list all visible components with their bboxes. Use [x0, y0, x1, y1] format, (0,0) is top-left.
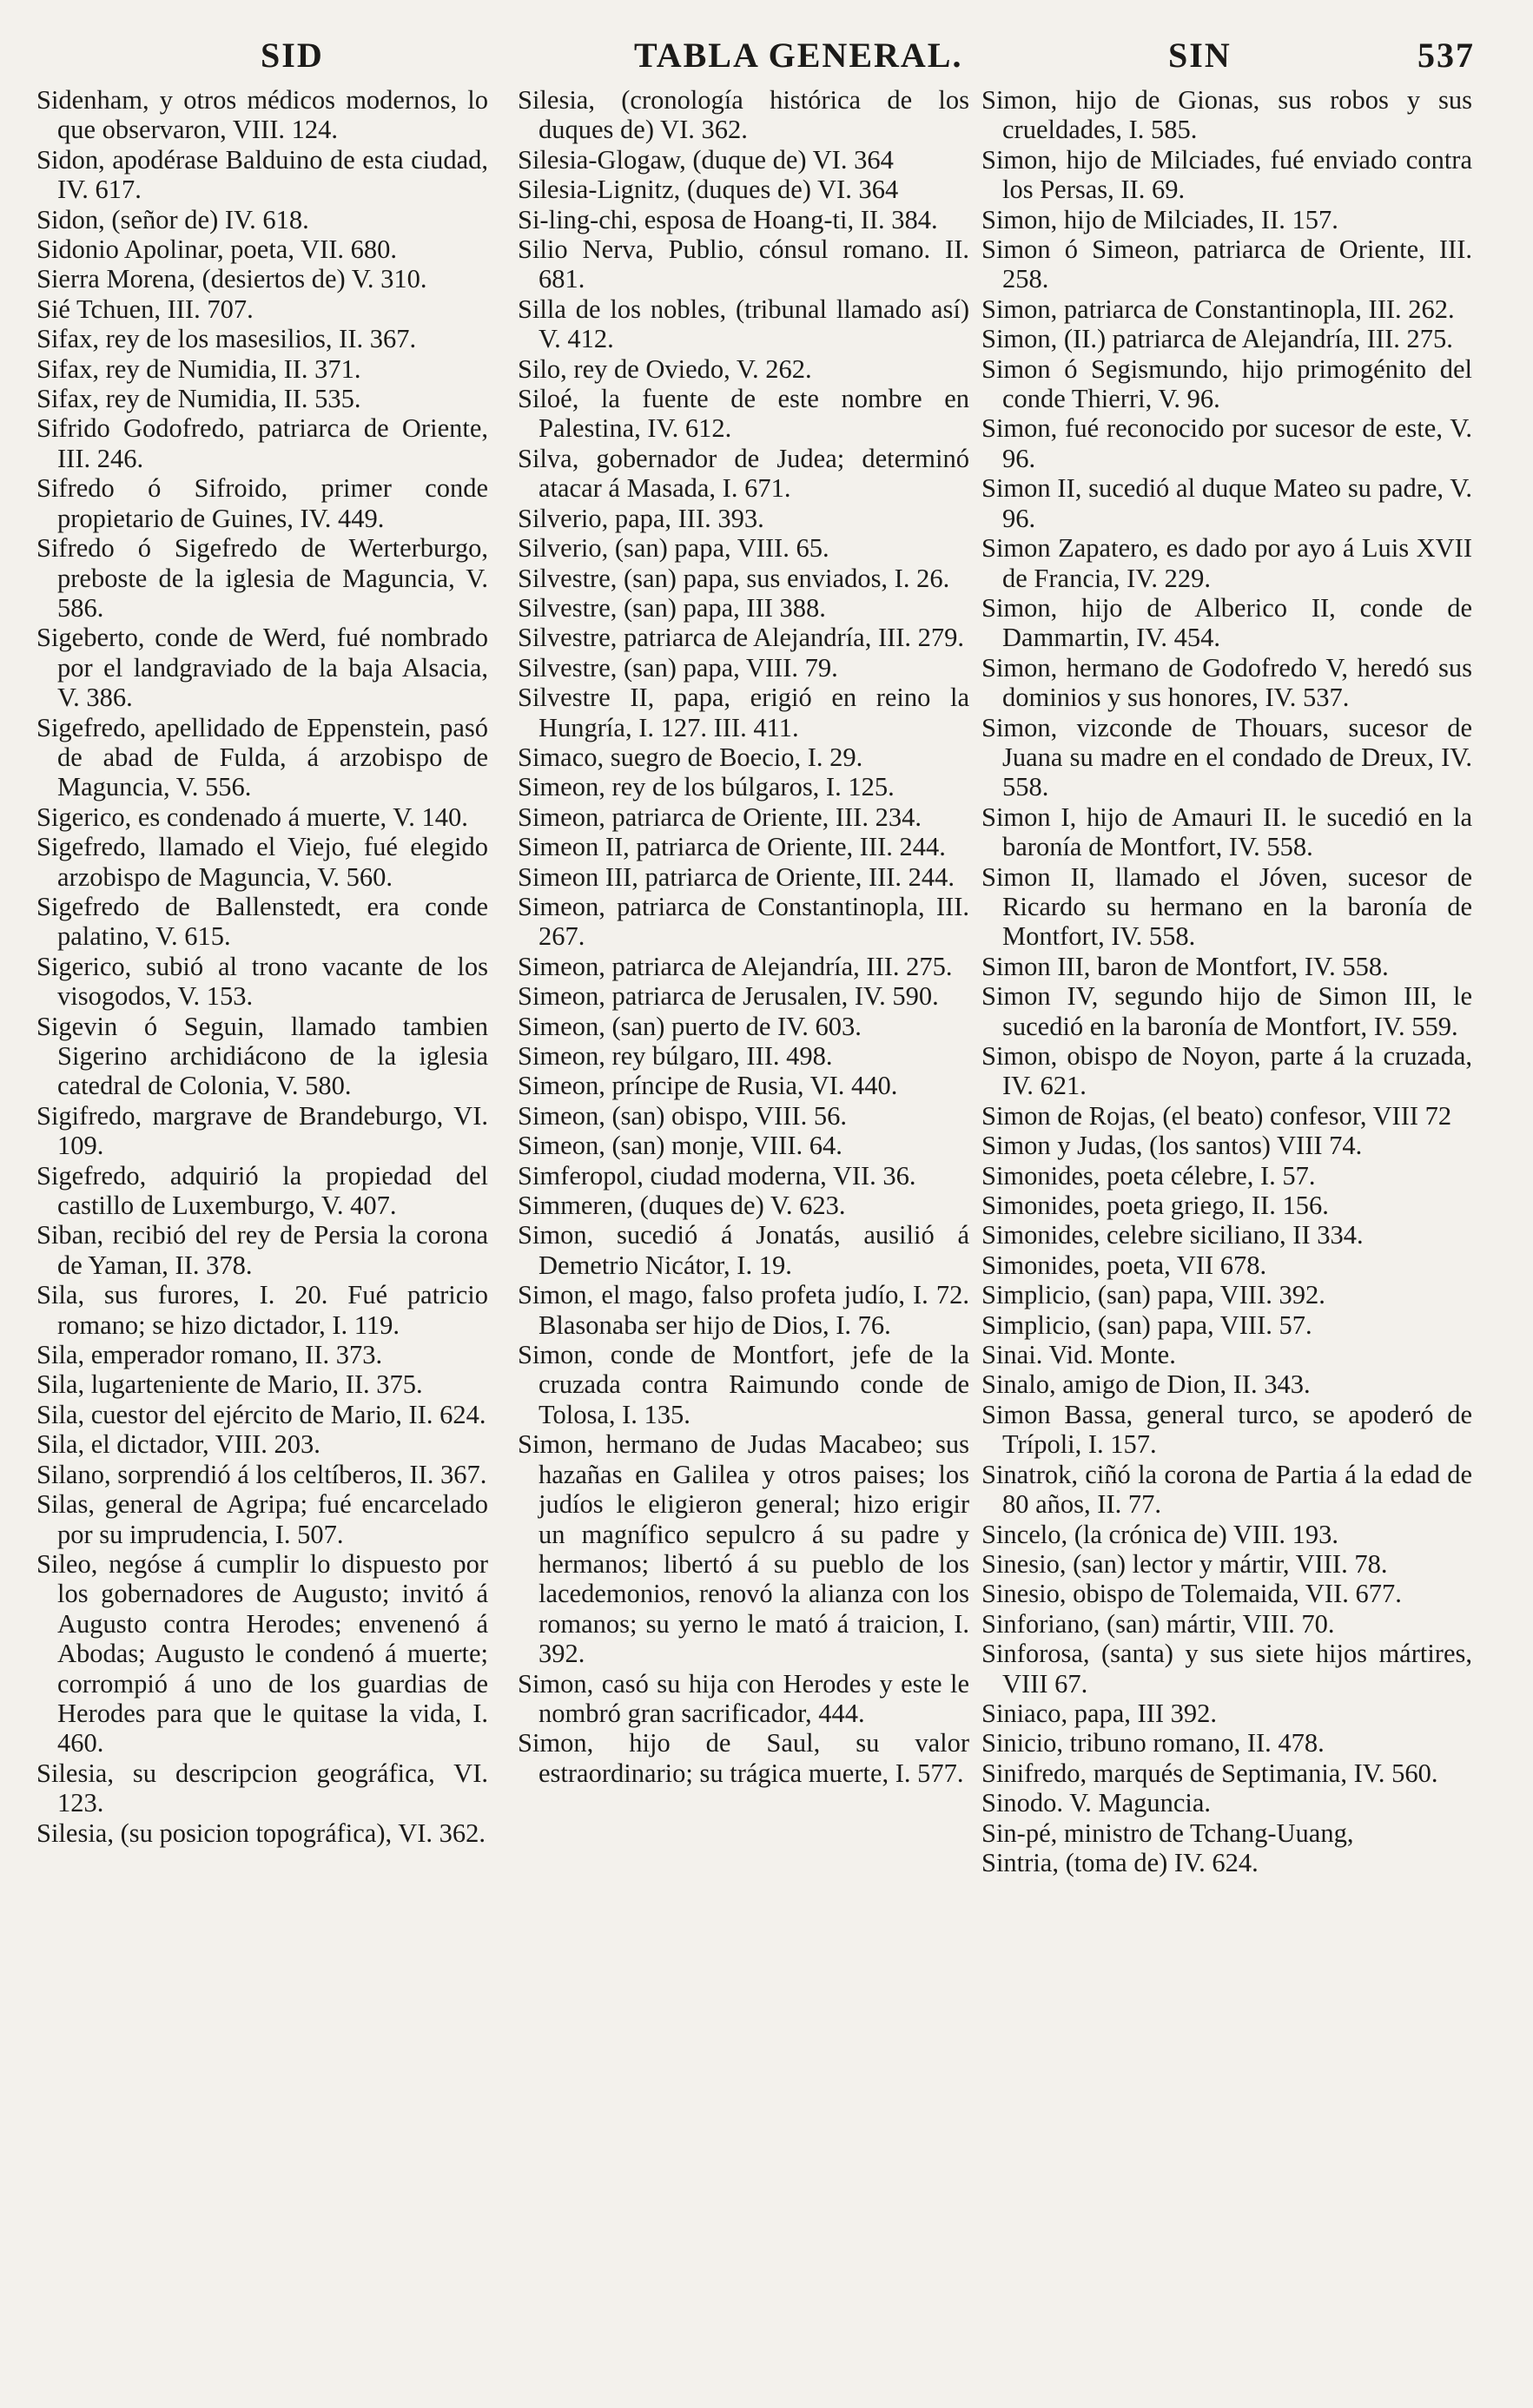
index-column-3 — [981, 85, 1472, 1877]
index-entry: Sinesio, (san) lector y mártir, VIII. 78. — [981, 1548, 1388, 1579]
index-column-1 — [36, 85, 488, 1848]
index-entry: Simeon III, patriarca de Oriente, III. 244. — [518, 861, 955, 892]
index-entry: Sinesio, obispo de Tolemaida, VII. 677. — [981, 1579, 1402, 1609]
index-entry: Sinalo, amigo de Dion, II. 343. — [981, 1369, 1311, 1400]
index-entry: Sigerico, es condenado á muerte, V. 140. — [36, 802, 468, 832]
index-entry: Simon, hermano de Judas Macabeo; sus hazañas en Galilea y otros paises; los judíos le eligieron general; hizo erigir un magnífico sepulcro á su padre y hermanos; libertó á su pueblo de los lacedemonios, renovó la alianza con los romanos; su yerno le mató á traicion, I. 392. — [518, 1429, 969, 1669]
index-entry: Silano, sorprendió á los celtíberos, II. 367. — [36, 1459, 487, 1489]
index-entry: Simonides, celebre siciliano, II 334. — [981, 1220, 1364, 1250]
index-entry: Simeon, patriarca de Alejandría, III. 275. — [518, 951, 953, 981]
index-entry: Simon II, sucedió al duque Mateo su padre, V. 96. — [981, 473, 1472, 533]
index-entry: Sinforiano, (san) mártir, VIII. 70. — [981, 1608, 1335, 1639]
index-entry: Siloé, la fuente de este nombre en Palestina, IV. 612. — [518, 384, 969, 444]
index-entry: Sinifredo, marqués de Septimania, IV. 560. — [981, 1758, 1438, 1788]
index-entry: Sié Tchuen, III. 707. — [36, 294, 254, 324]
index-entry: Sierra Morena, (desiertos de) V. 310. — [36, 264, 427, 294]
index-entry: Simplicio, (san) papa, VIII. 392. — [981, 1280, 1325, 1310]
index-entry: Silesia-Lignitz, (duques de) VI. 364 — [518, 175, 899, 205]
index-entry: Sifax, rey de los masesilios, II. 367. — [36, 324, 417, 354]
index-entry: Simon, (II.) patriarca de Alejandría, III. 275. — [981, 324, 1453, 354]
index-entry: Sifax, rey de Numidia, II. 371. — [36, 353, 361, 384]
index-entry: Sigefredo de Ballenstedt, era conde palatino, V. 615. — [36, 891, 488, 952]
index-entry: Simon, el mago, falso profeta judío, I. 72. Blasonaba ser hijo de Dios, I. 76. — [518, 1280, 969, 1340]
index-entry: Simeon, (san) monje, VIII. 64. — [518, 1131, 842, 1161]
index-entry: Si-ling-chi, esposa de Hoang-ti, II. 384. — [518, 204, 938, 234]
index-entry: Simplicio, (san) papa, VIII. 57. — [981, 1310, 1312, 1340]
index-entry: Silesia, su descripcion geográfica, VI. 123. — [36, 1758, 488, 1818]
running-head-title: TABLA GENERAL. — [634, 36, 963, 75]
index-entry: Simaco, suegro de Boecio, I. 29. — [518, 742, 863, 772]
index-entry: Simeon II, patriarca de Oriente, III. 244. — [518, 832, 946, 862]
index-entry: Simon III, baron de Montfort, IV. 558. — [981, 951, 1389, 981]
index-entry: Silvestre, (san) papa, VIII. 79. — [518, 652, 838, 683]
index-column-2 — [518, 85, 969, 1788]
index-entry: Sifredo ó Sifroido, primer conde propietario de Guines, IV. 449. — [36, 473, 488, 533]
index-entry: Simon y Judas, (los santos) VIII 74. — [981, 1131, 1363, 1161]
index-entry: Sigevin ó Seguin, llamado tambien Sigerino archidiácono de la iglesia catedral de Colonia, V. 580. — [36, 1011, 488, 1101]
index-entry: Simeon, rey búlgaro, III. 498. — [518, 1041, 833, 1071]
index-entry: Sinodo. V. Maguncia. — [981, 1788, 1212, 1818]
index-entry: Simon, conde de Montfort, jefe de la cruzada contra Raimundo conde de Tolosa, I. 135. — [518, 1340, 969, 1429]
index-entry: Siban, recibió del rey de Persia la corona de Yaman, II. 378. — [36, 1220, 488, 1280]
index-entry: Sidon, (señor de) IV. 618. — [36, 204, 309, 234]
index-entry: Sila, lugarteniente de Mario, II. 375. — [36, 1369, 423, 1400]
index-entry: Silvestre, (san) papa, III 388. — [518, 592, 826, 623]
index-entry: Sila, cuestor del ejército de Mario, II. 624. — [36, 1399, 486, 1429]
page-number: 537 — [1417, 36, 1475, 75]
index-entry: Simmeren, (duques de) V. 623. — [518, 1191, 846, 1221]
index-entry: Sincelo, (la crónica de) VIII. 193. — [981, 1519, 1339, 1549]
index-entry: Sileo, negóse á cumplir lo dispuesto por los gobernadores de Augusto; invitó á Augusto contra Herodes; envenenó á Abodas; Augusto le condenó á muerte; corrompió á uno de los guardias de Herodes para que le quitase la vida, I. 460. — [36, 1548, 488, 1758]
index-entry: Sifrido Godofredo, patriarca de Oriente, III. 246. — [36, 413, 488, 473]
index-entry: Sin-pé, ministro de Tchang-Uuang, — [981, 1818, 1354, 1848]
index-entry: Silvestre, (san) papa, sus enviados, I. 26. — [518, 563, 950, 593]
index-entry: Simon, hijo de Gionas, sus robos y sus crueldades, I. 585. — [981, 85, 1472, 145]
index-entry: Simonides, poeta griego, II. 156. — [981, 1191, 1329, 1221]
index-entry: Silvestre, patriarca de Alejandría, III. 279. — [518, 623, 965, 653]
running-head-right: SIN — [1168, 36, 1232, 75]
index-entry: Simon IV, segundo hijo de Simon III, le sucedió en la baronía de Montfort, IV. 559. — [981, 981, 1472, 1041]
index-entry: Sigefredo, apellidado de Eppenstein, pasó de abad de Fulda, á arzobispo de Maguncia, V. 556. — [36, 712, 488, 802]
index-entry: Simonides, poeta célebre, I. 57. — [981, 1160, 1316, 1191]
index-entry: Siniaco, papa, III 392. — [981, 1698, 1218, 1728]
index-entry: Simeon, rey de los búlgaros, I. 125. — [518, 772, 895, 802]
index-entry: Sintria, (toma de) IV. 624. — [981, 1847, 1259, 1877]
index-entry: Simon, sucedió á Jonatás, ausilió á Demetrio Nicátor, I. 19. — [518, 1220, 969, 1280]
page-header — [0, 35, 1533, 87]
index-entry: Silesia, (su posicion topográfica), VI. 362. — [36, 1818, 486, 1848]
index-entry: Simon, hermano de Godofredo V, heredó sus dominios y sus honores, IV. 537. — [981, 652, 1472, 713]
index-entry: Simon, hijo de Alberico II, conde de Dammartin, IV. 454. — [981, 592, 1472, 653]
index-entry: Simon Bassa, general turco, se apoderó de Trípoli, I. 157. — [981, 1399, 1472, 1460]
index-entry: Simeon, patriarca de Jerusalen, IV. 590. — [518, 981, 939, 1012]
index-entry: Sifax, rey de Numidia, II. 535. — [36, 384, 361, 414]
index-entry: Sinicio, tribuno romano, II. 478. — [981, 1728, 1325, 1758]
index-entry: Sinatrok, ciñó la corona de Partia á la edad de 80 años, II. 77. — [981, 1459, 1472, 1520]
index-entry: Simeon, patriarca de Oriente, III. 234. — [518, 802, 922, 832]
index-entry: Sigerico, subió al trono vacante de los visogodos, V. 153. — [36, 951, 488, 1012]
index-entry: Simeon, patriarca de Constantinopla, III. 267. — [518, 891, 969, 952]
index-entry: Simonides, poeta, VII 678. — [981, 1250, 1267, 1280]
index-entry: Simon, obispo de Noyon, parte á la cruzada, IV. 621. — [981, 1041, 1472, 1101]
index-entry: Simon Zapatero, es dado por ayo á Luis XVII de Francia, IV. 229. — [981, 533, 1472, 593]
index-entry: Silesia, (cronología histórica de los duques de) VI. 362. — [518, 85, 969, 145]
index-entry: Simon de Rojas, (el beato) confesor, VIII 72 — [981, 1100, 1452, 1131]
index-entry: Simeon, (san) obispo, VIII. 56. — [518, 1100, 847, 1131]
index-entry: Simon, hijo de Milciades, II. 157. — [981, 204, 1338, 234]
index-entry: Simeon, príncipe de Rusia, VI. 440. — [518, 1071, 898, 1101]
index-entry: Simon I, hijo de Amauri II. le sucedió en la baronía de Montfort, IV. 558. — [981, 802, 1472, 862]
index-entry: Sila, emperador romano, II. 373. — [36, 1340, 383, 1370]
index-entry: Silla de los nobles, (tribunal llamado así) V. 412. — [518, 294, 969, 354]
index-entry: Simferopol, ciudad moderna, VII. 36. — [518, 1160, 916, 1191]
index-entry: Simon, casó su hija con Herodes y este le nombró gran sacrificador, 444. — [518, 1668, 969, 1728]
index-entry: Silas, general de Agripa; fué encarcelado por su imprudencia, I. 507. — [36, 1489, 488, 1549]
index-entry: Sila, el dictador, VIII. 203. — [36, 1429, 320, 1460]
index-entry: Silo, rey de Oviedo, V. 262. — [518, 353, 812, 384]
index-entry: Sifredo ó Sigefredo de Werterburgo, preboste de la iglesia de Maguncia, V. 586. — [36, 533, 488, 623]
index-entry: Simeon, (san) puerto de IV. 603. — [518, 1011, 862, 1041]
index-entry: Silva, gobernador de Judea; determinó atacar á Masada, I. 671. — [518, 443, 969, 504]
index-entry: Simon, vizconde de Thouars, sucesor de Juana su madre en el condado de Dreux, IV. 558. — [981, 712, 1472, 802]
index-entry: Sila, sus furores, I. 20. Fué patricio romano; se hizo dictador, I. 119. — [36, 1280, 488, 1340]
index-entry: Simon, hijo de Saul, su valor estraordinario; su trágica muerte, I. 577. — [518, 1728, 969, 1788]
index-entry: Silverio, papa, III. 393. — [518, 503, 764, 533]
index-entry: Sigifredo, margrave de Brandeburgo, VI. 109. — [36, 1100, 488, 1161]
index-entry: Sinai. Vid. Monte. — [981, 1340, 1176, 1370]
index-entry: Sidenham, y otros médicos modernos, lo que observaron, VIII. 124. — [36, 85, 488, 145]
index-entry: Simon II, llamado el Jóven, sucesor de Ricardo su hermano en la baronía de Montfort, IV. 558. — [981, 861, 1472, 952]
running-head-left: SID — [261, 36, 324, 75]
index-entry: Simon, patriarca de Constantinopla, III. 262. — [981, 294, 1455, 324]
index-entry: Sidon, apodérase Balduino de esta ciudad, IV. 617. — [36, 144, 488, 205]
index-entry: Simon, fué reconocido por sucesor de este, V. 96. — [981, 413, 1472, 473]
index-entry: Sidonio Apolinar, poeta, VII. 680. — [36, 234, 398, 265]
index-entry: Sigeberto, conde de Werd, fué nombrado por el landgraviado de la baja Alsacia, V. 386. — [36, 623, 488, 713]
index-entry: Sigefredo, llamado el Viejo, fué elegido arzobispo de Maguncia, V. 560. — [36, 832, 488, 892]
index-entry: Sigefredo, adquirió la propiedad del castillo de Luxemburgo, V. 407. — [36, 1160, 488, 1221]
index-entry: Simon ó Simeon, patriarca de Oriente, III. 258. — [981, 234, 1472, 294]
index-entry: Sinforosa, (santa) y sus siete hijos mártires, VIII 67. — [981, 1639, 1472, 1699]
index-entry: Simon, hijo de Milciades, fué enviado contra los Persas, II. 69. — [981, 144, 1472, 205]
index-entry: Silio Nerva, Publio, cónsul romano. II. 681. — [518, 234, 969, 294]
index-entry: Silvestre II, papa, erigió en reino la Hungría, I. 127. III. 411. — [518, 683, 969, 742]
index-entry: Silesia-Glogaw, (duque de) VI. 364 — [518, 144, 894, 175]
index-entry: Silverio, (san) papa, VIII. 65. — [518, 533, 829, 564]
index-entry: Simon ó Segismundo, hijo primogénito del conde Thierri, V. 96. — [981, 353, 1472, 414]
